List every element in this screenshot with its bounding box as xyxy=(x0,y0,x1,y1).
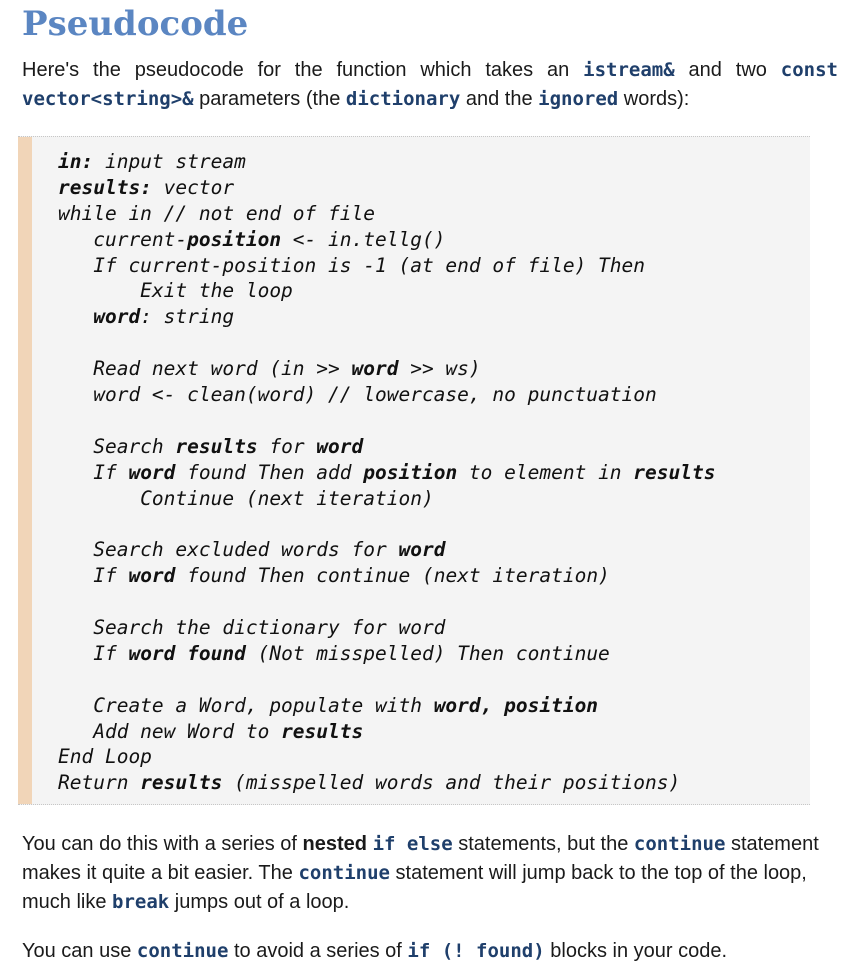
code-text: Continue (next iteration) xyxy=(58,486,434,510)
inline-code: continue xyxy=(136,940,229,962)
code-line xyxy=(58,434,715,460)
code-keyword: word xyxy=(128,460,176,484)
code-text: Search xyxy=(58,434,176,458)
text-run: statements, but the xyxy=(452,833,634,855)
code-line xyxy=(58,408,715,434)
code-line xyxy=(58,486,715,512)
code-text: Add new Word to xyxy=(58,719,282,743)
code-text: vector xyxy=(151,175,235,199)
code-line xyxy=(58,227,715,253)
code-line xyxy=(58,563,715,589)
code-text: Return xyxy=(58,771,141,795)
code-line xyxy=(58,201,715,227)
code-keyword: in: xyxy=(58,150,94,173)
code-line xyxy=(58,719,715,745)
code-text: found Then add xyxy=(175,460,364,484)
text-run: You can use xyxy=(22,940,137,962)
code-text: current- xyxy=(58,227,188,251)
code-text: (Not misspelled) Then continue xyxy=(245,641,610,665)
intro-paragraph xyxy=(22,56,838,114)
pseudocode-text xyxy=(58,149,715,796)
code-keyword: results: xyxy=(58,175,152,199)
page-title: Pseudocode xyxy=(22,4,249,44)
code-line xyxy=(58,278,715,304)
code-keyword: results xyxy=(281,719,364,743)
code-text: If current-position is -1 (at end of file) Then xyxy=(58,253,645,277)
code-text: Exit the loop xyxy=(58,279,293,303)
code-text xyxy=(58,305,93,328)
code-text: Search the dictionary for word xyxy=(58,616,446,640)
pseudocode-block xyxy=(18,136,810,805)
bold-text: nested xyxy=(302,833,368,855)
text-run: Here's the pseudocode for the function which takes an xyxy=(22,59,584,81)
code-line xyxy=(58,356,715,382)
code-keyword: word xyxy=(398,538,446,562)
inline-code: ignored xyxy=(538,88,619,110)
text-run: and the xyxy=(460,88,539,110)
code-keyword: word xyxy=(128,564,176,588)
text-run: and two xyxy=(674,59,781,81)
code-text: while in // not end of file xyxy=(58,201,375,225)
code-text: If xyxy=(58,564,129,588)
code-text: >> ws) xyxy=(398,357,481,381)
text-run: words): xyxy=(618,88,690,110)
inline-code: if (! found) xyxy=(407,940,545,962)
code-line xyxy=(58,304,715,330)
text-run: You can do this with a series of xyxy=(22,833,303,855)
code-line xyxy=(58,149,715,175)
inline-code: continue xyxy=(633,833,726,855)
inline-code: continue xyxy=(298,862,390,884)
code-keyword: word xyxy=(93,305,141,329)
code-text: Read next word (in >> xyxy=(58,357,352,381)
code-line xyxy=(58,511,715,537)
code-text: If xyxy=(58,641,129,665)
code-text: Create a Word, populate with xyxy=(58,693,434,717)
code-text: : string xyxy=(140,305,235,329)
code-line xyxy=(58,382,715,408)
continue-explanation-paragraph xyxy=(22,830,838,917)
code-keyword: word xyxy=(316,434,364,458)
code-text: Search excluded words for xyxy=(58,538,399,562)
text-run: to avoid a series of xyxy=(228,940,408,962)
code-line xyxy=(58,667,715,693)
inline-code: if else xyxy=(372,833,453,855)
code-line xyxy=(58,175,715,201)
inline-code: istream& xyxy=(583,59,675,81)
code-line xyxy=(58,460,715,486)
code-line xyxy=(58,744,715,770)
code-text: input stream xyxy=(93,150,246,173)
code-line xyxy=(58,770,715,796)
code-text: (misspelled words and their positions) xyxy=(222,771,681,795)
code-text: <- in.tellg() xyxy=(281,227,446,251)
code-keyword: word xyxy=(351,357,399,381)
code-line xyxy=(58,330,715,356)
continue-tip-paragraph xyxy=(22,937,838,966)
code-text: If xyxy=(58,460,129,484)
code-line xyxy=(58,641,715,667)
code-keyword: results xyxy=(140,771,223,795)
code-text: End Loop xyxy=(58,745,152,769)
code-keyword: position xyxy=(363,460,458,484)
text-run: statement makes it quite a bit easier. The xyxy=(22,833,819,884)
code-text: word <- clean(word) // lowercase, no punctuation xyxy=(58,383,657,407)
text-run: jumps out of a loop. xyxy=(169,891,350,913)
code-line xyxy=(58,615,715,641)
code-text: for xyxy=(257,434,317,458)
code-keyword: word, position xyxy=(433,693,599,717)
code-text: to element in xyxy=(457,460,634,484)
text-run: blocks in your code. xyxy=(544,940,728,962)
code-keyword: position xyxy=(187,227,282,251)
code-keyword: word found xyxy=(128,641,246,665)
code-block-accent-bar xyxy=(18,137,32,804)
code-line xyxy=(58,589,715,615)
inline-code: dictionary xyxy=(345,88,461,110)
code-line xyxy=(58,693,715,719)
inline-code: break xyxy=(112,891,170,913)
code-text: found Then continue (next iteration) xyxy=(175,564,610,588)
code-line xyxy=(58,537,715,563)
code-keyword: results xyxy=(175,434,258,458)
code-line xyxy=(58,253,715,279)
inline-code: const vector<string>& xyxy=(22,59,838,110)
code-keyword: results xyxy=(633,460,716,484)
text-run: statement will jump back to the top of the loop, much like xyxy=(22,862,807,913)
text-run: parameters (the xyxy=(193,88,346,110)
